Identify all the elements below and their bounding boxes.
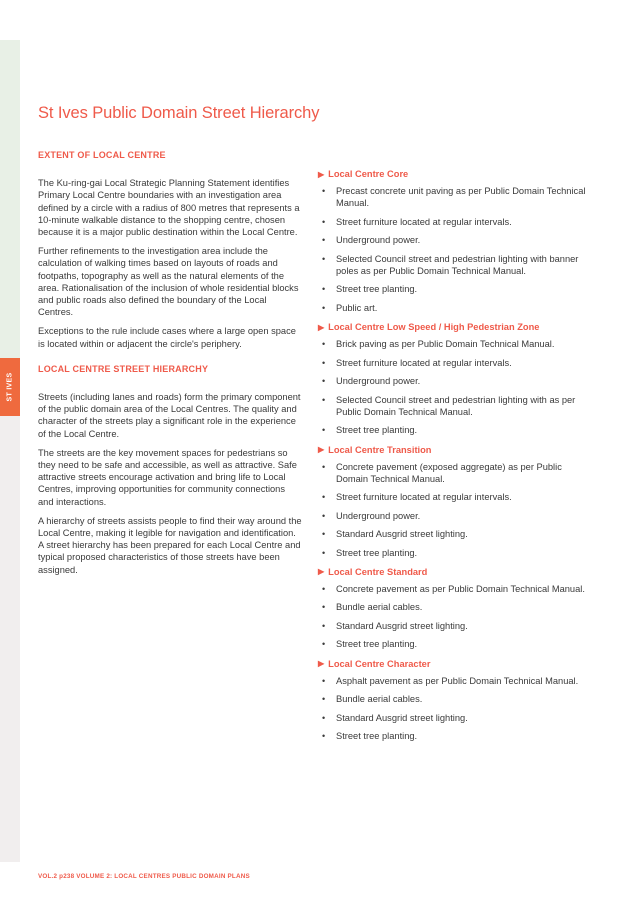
paragraph: Streets (including lanes and roads) form the primary component of the public domain area of the Local Centres. The quality and character of the streets play a significant role in the experience of the Local Centre. [38, 391, 301, 439]
list-item: • Underground power. [322, 510, 421, 521]
list-item: • Street furniture located at regular intervals. [322, 492, 512, 503]
group-heading-label: Local Centre Standard [328, 566, 428, 577]
list-item: • Street tree planting. [322, 284, 418, 295]
section-tab[interactable] [0, 358, 20, 416]
list-item: • Public art. [322, 302, 378, 313]
bullet-dot-icon: • [322, 602, 326, 613]
play-triangle-icon: ▶ [318, 567, 325, 577]
group-heading-low-speed [318, 322, 593, 332]
bullet-dot-icon: • [322, 712, 326, 723]
section-heading-extent: EXTENT OF LOCAL CENTRE [38, 150, 166, 160]
list-item: • Standard Ausgrid street lighting. [322, 620, 468, 631]
bullet-dot-icon: • [322, 529, 326, 540]
play-triangle-icon: ▶ [318, 169, 325, 179]
list-item: • Street tree planting. [322, 639, 418, 650]
play-triangle-icon: ▶ [318, 322, 325, 332]
list-item: • Underground power. [322, 376, 421, 387]
group-heading-label: Local Centre Core [328, 169, 409, 179]
list-item: • Concrete pavement (exposed aggregate) as per Public Domain Technical Manual. [322, 461, 562, 484]
paragraph: Further refinements to the investigation area include the calculation of walking times based on layouts of roads and footpaths, topography as well as the natural elements of the area. Rationalisation of the inclusion of whole residential blocks and public roads also defined the boundary of the Local Centres. [38, 245, 299, 318]
section-heading-hierarchy: LOCAL CENTRE STREET HIERARCHY [38, 363, 209, 374]
list-item: • Brick paving as per Public Domain Technical Manual. [322, 339, 555, 350]
bullet-dot-icon: • [322, 284, 326, 295]
page-title: St Ives Public Domain Street Hierarchy [38, 104, 320, 122]
bullet-dot-icon: • [322, 425, 326, 436]
group-heading-character [318, 659, 593, 669]
bullet-dot-icon: • [322, 583, 326, 594]
side-strip-top [0, 40, 20, 358]
group-heading-label: Local Centre Character [328, 658, 431, 669]
left-column [38, 150, 302, 583]
list-item: • Selected Council street and pedestrian lighting with banner poles as per Public Domain Technical Manual. [322, 253, 579, 276]
list-item: • Precast concrete unit paving as per Public Domain Technical Manual. [322, 186, 586, 209]
list-item: • Street tree planting. [322, 425, 418, 436]
bullet-dot-icon: • [322, 492, 326, 503]
bullet-list [318, 583, 593, 651]
bullet-dot-icon: • [322, 675, 326, 686]
bullet-dot-icon: • [322, 510, 326, 521]
paragraph: Exceptions to the rule include cases where a large open space is located within or adjacent the circle's periphery. [38, 326, 296, 349]
bullet-list [318, 185, 593, 314]
right-column [318, 169, 593, 750]
side-strip-bottom [0, 416, 20, 862]
list-item: • Selected Council street and pedestrian lighting with as per Public Domain Technical Manual. [322, 394, 576, 417]
section-tab-label: ST IVES [6, 372, 14, 402]
paragraph: A hierarchy of streets assists people to find their way around the Local Centre, making it legible for navigation and identification. A street hierarchy has been prepared for each Local Centre and typical proposed characteristics of those streets have been assigned. [38, 515, 302, 575]
list-item: • Concrete pavement as per Public Domain Technical Manual. [322, 583, 585, 594]
bullet-dot-icon: • [322, 394, 326, 405]
page-footer: VOL.2 p238 VOLUME 2: LOCAL CENTRES PUBLIC DOMAIN PLANS [38, 873, 250, 880]
bullet-dot-icon: • [322, 357, 326, 368]
bullet-dot-icon: • [322, 461, 326, 472]
bullet-dot-icon: • [322, 639, 326, 650]
group-heading-core [318, 169, 593, 179]
side-strip [0, 0, 20, 902]
group-heading-label: Local Centre Low Speed / High Pedestrian Zone [328, 322, 540, 333]
group-heading-label: Local Centre Transition [328, 444, 432, 455]
play-triangle-icon: ▶ [318, 659, 325, 669]
bullet-dot-icon: • [322, 235, 326, 246]
bullet-list [318, 461, 593, 559]
list-item: • Street furniture located at regular intervals. [322, 216, 512, 227]
list-item: • Street tree planting. [322, 731, 418, 742]
bullet-dot-icon: • [322, 694, 326, 705]
bullet-dot-icon: • [322, 547, 326, 558]
list-item: • Underground power. [322, 235, 421, 246]
bullet-dot-icon: • [322, 731, 326, 742]
paragraph: The Ku-ring-gai Local Strategic Planning Statement identifies Primary Local Centre boundaries with an investigation area defined by a circle with a radius of 800 metres that represents a 10-minute walkable distance to the shopping centre, chosen because it is a major public destination within the Local Centre. [38, 178, 300, 238]
bullet-dot-icon: • [322, 302, 326, 313]
list-item: • Street tree planting. [322, 547, 418, 558]
bullet-dot-icon: • [322, 253, 326, 264]
bullet-dot-icon: • [322, 186, 326, 196]
bullet-dot-icon: • [322, 339, 326, 350]
list-item: • Standard Ausgrid street lighting. [322, 529, 468, 540]
paragraph: The streets are the key movement spaces for pedestrians so they need to be safe and accessible, as well as attractive. Safe attractive streets encourage activation and bring life to Local Centres, improving opportunities for community connections and interactions. [38, 447, 297, 507]
bullet-list [318, 338, 593, 436]
bullet-list [318, 675, 593, 743]
group-heading-transition [318, 445, 593, 455]
list-item: • Street furniture located at regular intervals. [322, 357, 512, 368]
list-item: • Asphalt pavement as per Public Domain Technical Manual. [322, 675, 579, 686]
list-item: • Bundle aerial cables. [322, 694, 423, 705]
play-triangle-icon: ▶ [318, 445, 325, 455]
bullet-dot-icon: • [322, 620, 326, 631]
group-heading-standard [318, 567, 593, 577]
list-item: • Standard Ausgrid street lighting. [322, 712, 468, 723]
bullet-dot-icon: • [322, 376, 326, 387]
list-item: • Bundle aerial cables. [322, 602, 423, 613]
bullet-dot-icon: • [322, 216, 326, 227]
